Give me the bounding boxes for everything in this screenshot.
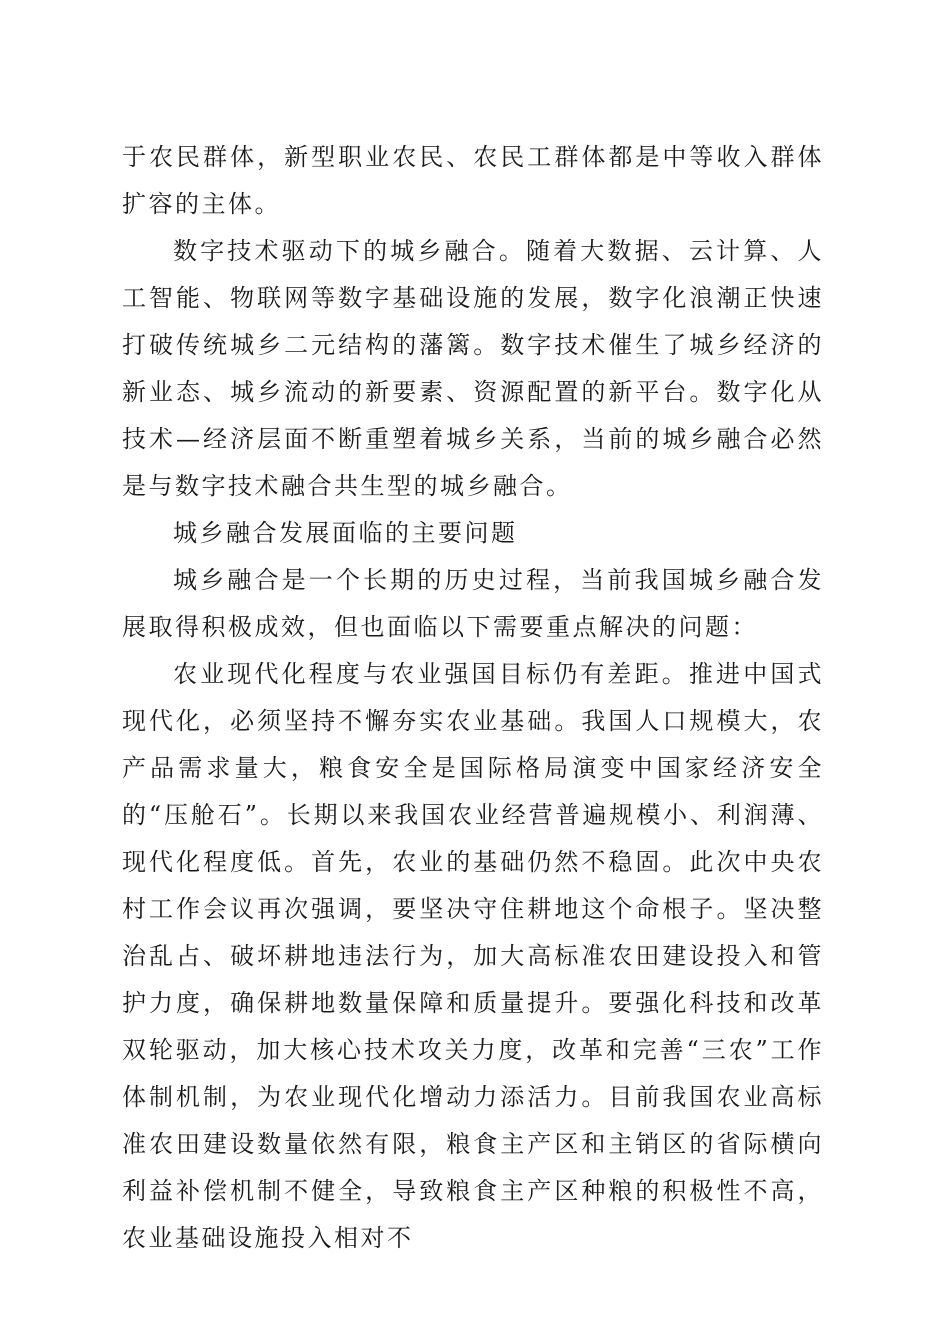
section-heading: 城乡融合发展面临的主要问题 <box>173 519 518 547</box>
paragraph-3: 城乡融合是一个长期的历史过程，当前我国城乡融合发展取得积极成效，但也面临以下需要重点解决的问题： <box>122 566 824 641</box>
paragraph-1: 于农民群体，新型职业农民、农民工群体都是中等收入群体扩容的主体。 <box>122 143 824 218</box>
document-body <box>122 134 824 1262</box>
paragraph-2: 数字技术驱动下的城乡融合。随着大数据、云计算、人工智能、物联网等数字基础设施的发展，数字化浪潮正快速打破传统城乡二元结构的藩篱。数字技术催生了城乡经济的新业态、城乡流动的新要素、资源配置的新平台。数字化从技术—经济层面不断重塑着城乡关系，当前的城乡融合必然是与数字技术融合共生型的城乡融合。 <box>122 237 824 500</box>
paragraph-4: 农业现代化程度与农业强国目标仍有差距。推进中国式现代化，必须坚持不懈夯实农业基础。我国人口规模大，农产品需求量大，粮食安全是国际格局演变中国家经济安全的“压舱石”。长期以来我国农业经营普遍规模小、利润薄、现代化程度低。首先，农业的基础仍然不稳固。此次中央农村工作会议再次强调，要坚决守住耕地这个命根子。坚决整治乱占、破坏耕地违法行为，加大高标准农田建设投入和管护力度，确保耕地数量保障和质量提升。要强化科技和改革双轮驱动，加大核心技术攻关力度，改革和完善“三农”工作体制机制，为农业现代化增动力添活力。目前我国农业高标准农田建设数量依然有限，粮食主产区和主销区的省际横向利益补偿机制不健全，导致粮食主产区种粮的积极性不高，农业基础设施投入相对不 <box>122 660 824 1252</box>
